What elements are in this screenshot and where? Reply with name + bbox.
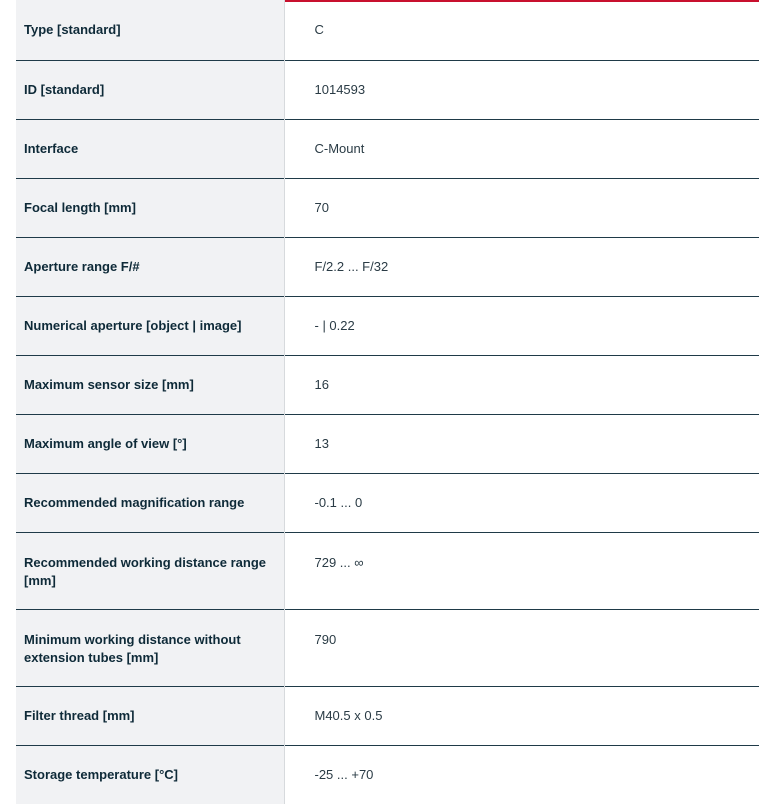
spec-value: -25 ... +70 bbox=[314, 766, 374, 782]
spec-label: Recommended magnification range bbox=[16, 473, 284, 532]
table-row bbox=[16, 237, 759, 296]
spec-value: 13 bbox=[314, 435, 329, 451]
spec-label: Type [standard] bbox=[16, 0, 284, 60]
table-row bbox=[16, 473, 759, 532]
table-row bbox=[16, 60, 759, 119]
table-row bbox=[16, 119, 759, 178]
spec-value: C bbox=[314, 21, 324, 37]
spec-value: -0.1 ... 0 bbox=[314, 494, 363, 510]
spec-label: Interface bbox=[16, 119, 284, 178]
table-row bbox=[16, 414, 759, 473]
spec-table bbox=[16, 0, 759, 804]
spec-value: 790 bbox=[314, 631, 337, 647]
spec-value: 70 bbox=[314, 199, 329, 215]
spec-label: Maximum angle of view [°] bbox=[16, 414, 284, 473]
spec-label: Recommended working distance range [mm] bbox=[16, 532, 284, 609]
spec-label: Numerical aperture [object | image] bbox=[16, 296, 284, 355]
table-row bbox=[16, 532, 759, 609]
spec-label: ID [standard] bbox=[16, 60, 284, 119]
spec-label: Focal length [mm] bbox=[16, 178, 284, 237]
spec-value: M40.5 x 0.5 bbox=[314, 707, 383, 723]
spec-value: 729 ... ∞ bbox=[314, 554, 364, 570]
spec-label: Storage temperature [°C] bbox=[16, 745, 284, 804]
table-row bbox=[16, 745, 759, 804]
spec-label: Maximum sensor size [mm] bbox=[16, 355, 284, 414]
table-row bbox=[16, 609, 759, 686]
spec-label: Minimum working distance without extension tubes [mm] bbox=[16, 609, 284, 686]
spec-value: 1014593 bbox=[314, 81, 366, 97]
table-row bbox=[16, 296, 759, 355]
spec-label: Filter thread [mm] bbox=[16, 686, 284, 745]
spec-label: Aperture range F/# bbox=[16, 237, 284, 296]
table-row bbox=[16, 355, 759, 414]
spec-value: 16 bbox=[314, 376, 329, 392]
spec-value: C-Mount bbox=[314, 140, 365, 156]
table-row bbox=[16, 686, 759, 745]
table-row bbox=[16, 0, 759, 60]
spec-value: F/2.2 ... F/32 bbox=[314, 258, 389, 274]
spec-value: - | 0.22 bbox=[314, 317, 355, 333]
table-row bbox=[16, 178, 759, 237]
